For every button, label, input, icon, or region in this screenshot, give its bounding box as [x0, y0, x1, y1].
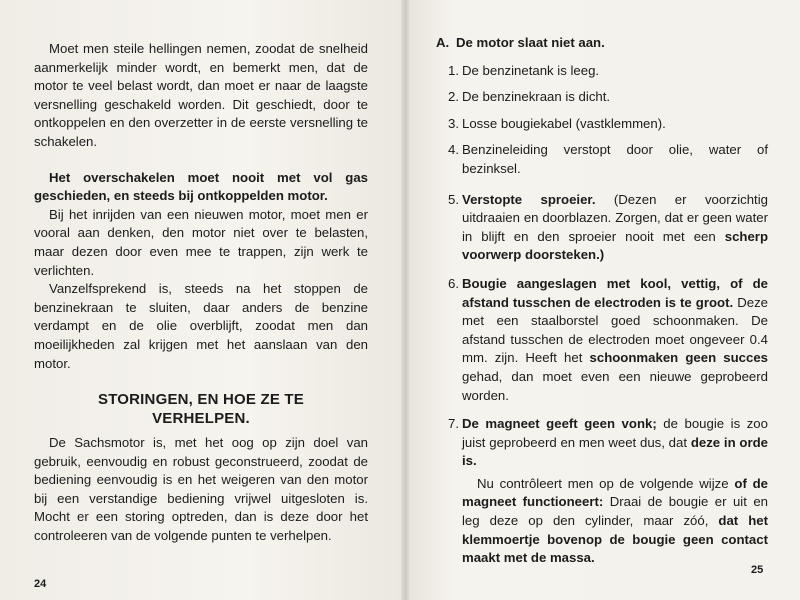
list-item-number: 4. [448, 142, 459, 158]
list-item [436, 115, 768, 134]
list-item-bold-text: Verstopte sproeier. [462, 191, 596, 207]
list-item [436, 191, 768, 265]
list-item-body-text: (Dezen er voorzichtig uitdraaien en doorblazen. Zorgen, dat er geen water in blijft en den sproeier nooit met een [462, 191, 768, 244]
list-item-text: Losse bougiekabel (vastklemmen). [462, 115, 666, 131]
page-number-right: 25 [751, 564, 764, 576]
list-item-text: Benzineleiding verstopt door olie, water of bezinksel. [462, 142, 768, 176]
book-gutter [401, 0, 409, 600]
heading-text: De motor slaat niet aan. [456, 35, 605, 50]
magneet-check-text-a: Nu contrôleert men op de volgende wijze [477, 475, 729, 491]
section-title-line-2: VERHELPEN. [152, 410, 250, 428]
list-item-bold-text: Bougie aangeslagen met kool, vettig, of de afstand tusschen de electroden is te groot. [462, 275, 768, 310]
list-item-text: De benzinekraan is dicht. [462, 89, 611, 105]
list-item [436, 88, 768, 107]
paragraph-fuel-tap: Vanzelfsprekend is, steeds na het stoppen de benzinekraan te sluiten, daar anders de benzine verdampt en de olie overblijft, zoodat men dan moeilijkheden zal krijgen met het aanslaan van den motor. [34, 281, 368, 371]
list-item-number: 7. [448, 416, 459, 432]
list-item-number: 3. [448, 115, 459, 131]
magneet-check-text-c: Draai de bougie er uit en leg deze op den cylinder, maar zóó, [462, 494, 768, 529]
list-item-bold-end-text: deze in orde is. [462, 434, 768, 469]
section-title-line-1: STORINGEN, EN HOE ZE TE [97, 391, 305, 409]
list-item [436, 141, 768, 178]
paragraph-sachs-intro: De Sachsmotor is, met het oog op zijn doel van gebruik, eenvoudig en robust geconstrueerd, zoodat de bediening eenvoudig is en het weigeren van den motor bij een verstandige bediening vrijwel uitgesloten is. Mocht er een storing optreden, dan is deze door het controleeren van de volgende punten te verhelpen. [34, 435, 368, 544]
list-item-text [462, 275, 768, 405]
list-item-number: 6. [448, 275, 459, 291]
list-item-body-text: Deze met een staalborstel goed schoonmaken. De afstand tusschen de electroden moet ongeveer 0.4 mm. zijn. Heeft het [462, 294, 769, 366]
list-item-number: 2. [448, 89, 459, 105]
list-item [436, 62, 768, 81]
list-item-bold-text: De magneet geeft geen vonk; [462, 416, 657, 432]
list-item-text [462, 415, 768, 471]
list-item-bold-mid-text: schoonmaken geen succes [589, 350, 768, 366]
heading-letter: A. [436, 35, 450, 50]
list-item-number: 5. [448, 191, 459, 207]
list-item-bold-end-text: scherp voorwerp doorsteken.) [462, 228, 768, 263]
list-item-number: 1. [448, 62, 459, 78]
left-text-column [34, 40, 368, 546]
troubleshooting-heading [436, 34, 768, 53]
magneet-check-bold-d: dat het klemmoertje bovenop de bougie geen contact maakt met de massa. [462, 513, 768, 566]
paragraph-shifting-warning: Het overschakelen moet nooit met vol gas geschieden, en steeds bij ontkoppelden motor. [34, 169, 368, 204]
list-item-body-end-text: gehad, dan moet even een nieuwe geprobeerd worden. [462, 368, 768, 403]
paragraph-breaking-in: Bij het inrijden van een nieuwen motor, moet men er vooral aan denken, den motor niet over te belasten, maar dezen door even mee te trappen, zijn werk te verlichten. [34, 206, 368, 278]
list-item [436, 415, 768, 568]
page-number-left: 24 [34, 578, 47, 590]
paragraph-gear-shifting: Moet men steile hellingen nemen, zoodat de snelheid aanmerkelijk minder wordt, en bemerkt men, dat de motor te veel belast wordt, dan moet er naar de laagste versnelling geschakeld worden. Dit geschiedt, door te ontkoppelen en den overzetter in de eerste versnelling te schakelen. [34, 41, 368, 149]
magneet-check-bold-b: of de magneet functioneert: [462, 475, 768, 510]
list-item-text [462, 191, 768, 265]
right-text-column [436, 34, 768, 576]
magneet-check-paragraph [462, 475, 768, 568]
list-item-body-text: de bougie is zoo juist geprobeerd en men weet dus, dat [462, 416, 768, 450]
list-item-text: De benzinetank is leeg. [462, 62, 600, 78]
list-item [436, 275, 768, 405]
section-title [34, 390, 368, 428]
